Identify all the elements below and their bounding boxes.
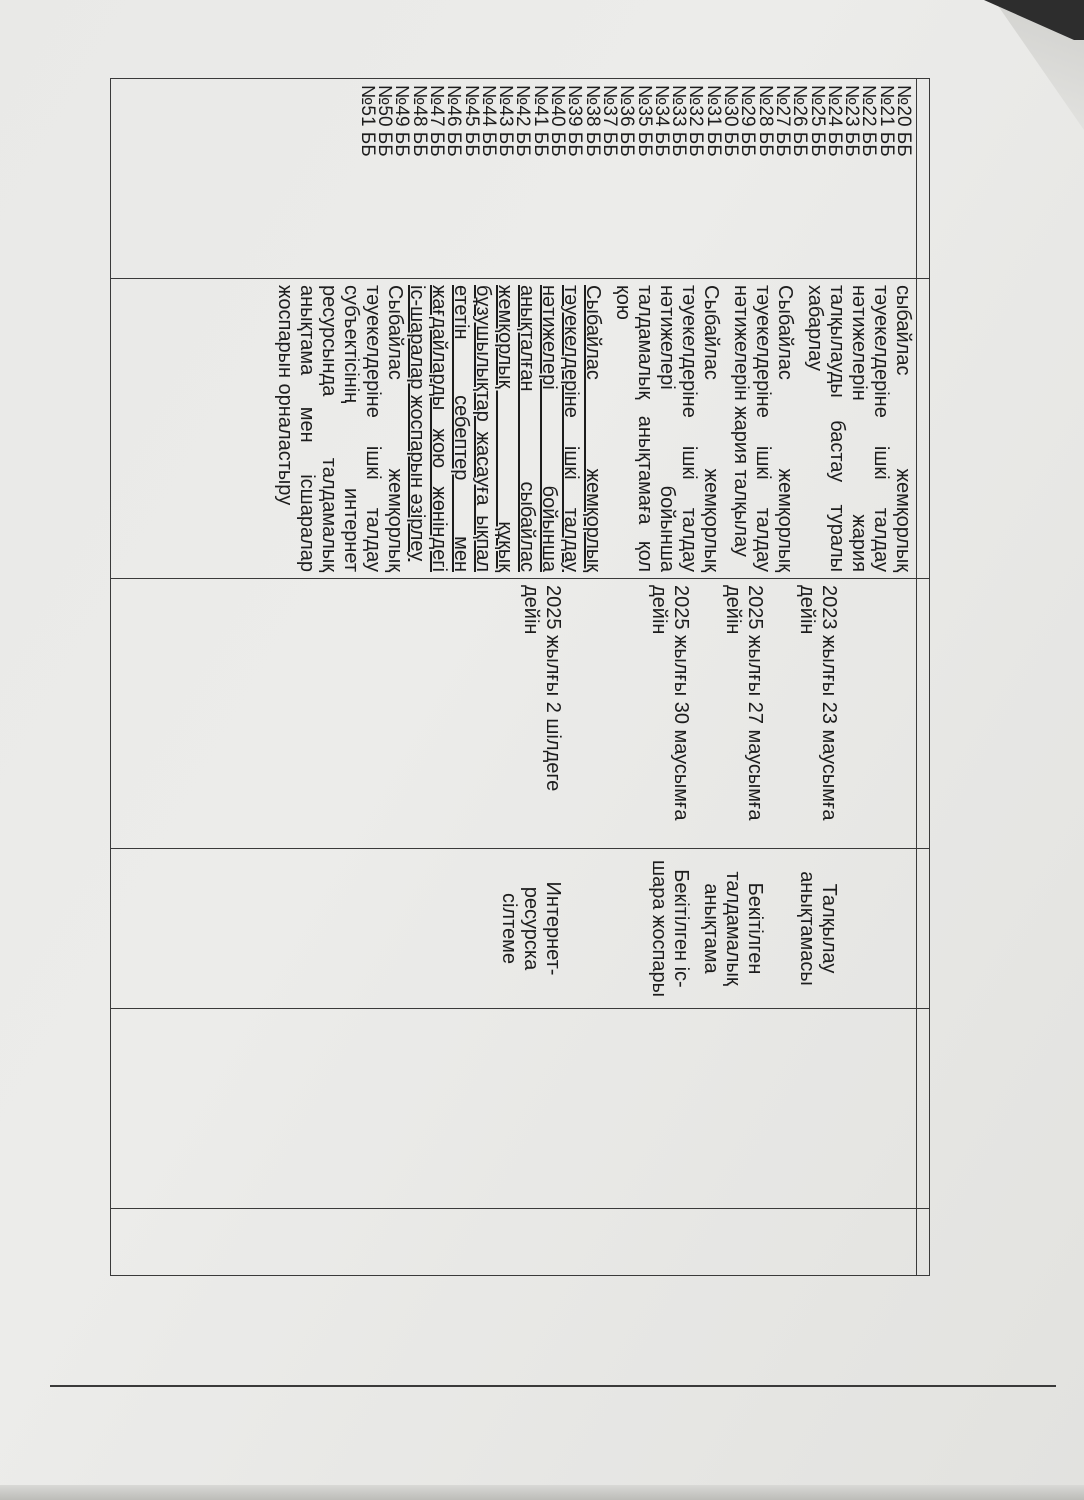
page-bottom-rule bbox=[50, 1385, 1056, 1387]
row-deadline: 2025 жылғы 2 шілдеге дейін bbox=[520, 585, 564, 792]
code-item: №22 ББ bbox=[858, 85, 880, 157]
code-item: №35 ББ bbox=[633, 85, 655, 157]
row-description: Сыбайлас жемқорлық тәуекелдеріне ішкі талдау нәтижелерін жария талқылау bbox=[730, 285, 796, 572]
row-description: сыбайлас жемқорлық тәуекелдеріне ішкі талдау нәтижелерін жария талқылауды бастау туралы хабарлау bbox=[804, 285, 914, 572]
row-description: Сыбайлас жемқорлық тәуекелдеріне ішкі талдау нәтижелері бойынша талдамалық анықтамаға қол қою bbox=[612, 285, 722, 572]
code-item: №26 ББ bbox=[789, 85, 811, 157]
code-item: №41 ББ bbox=[529, 85, 551, 157]
code-item: №47 ББ bbox=[425, 85, 447, 157]
code-item: №20 ББ bbox=[893, 85, 914, 157]
row-result: Талқылау анықтамасы bbox=[796, 871, 840, 986]
code-item: №40 ББ bbox=[547, 85, 569, 157]
code-item: №30 ББ bbox=[720, 85, 742, 157]
code-item: №48 ББ bbox=[408, 85, 430, 157]
deadline-cell bbox=[111, 579, 917, 849]
code-item: №49 ББ bbox=[391, 85, 413, 157]
code-item: №42 ББ bbox=[512, 85, 534, 157]
empty-cell bbox=[111, 1009, 917, 1209]
row-result bbox=[848, 855, 914, 1002]
row-deadline: 2023 жылғы 23 маусымға дейін bbox=[796, 585, 840, 821]
row-result: Интернет-ресурска сілтеме bbox=[498, 881, 564, 976]
row-deadline: 2025 жылғы 27 маусымға дейін bbox=[722, 585, 766, 821]
code-item: №29 ББ bbox=[737, 85, 759, 157]
code-item: №45 ББ bbox=[460, 85, 482, 157]
scanner-bottom-edge bbox=[0, 1485, 1084, 1500]
description-cell bbox=[111, 279, 917, 579]
rotated-table-region bbox=[110, 78, 930, 1275]
code-item: №51 ББ bbox=[356, 85, 378, 157]
code-item: №27 ББ bbox=[771, 85, 793, 157]
code-item: №32 ББ bbox=[685, 85, 707, 157]
code-item: №24 ББ bbox=[823, 85, 845, 157]
code-item: №46 ББ bbox=[443, 85, 465, 157]
code-item: №50 ББ bbox=[374, 85, 396, 157]
code-item: №44 ББ bbox=[477, 85, 499, 157]
row-result: Бекітілген іс-шара жоспары bbox=[648, 860, 692, 997]
table-row bbox=[111, 79, 917, 1276]
code-item: №23 ББ bbox=[841, 85, 863, 157]
code-item: №36 ББ bbox=[616, 85, 638, 157]
code-item: №21 ББ bbox=[875, 85, 897, 157]
code-item: №43 ББ bbox=[495, 85, 517, 157]
code-item: №37 ББ bbox=[598, 85, 620, 157]
row-deadline: 2025 жылғы 30 маусымға дейін bbox=[648, 585, 692, 821]
result-cell bbox=[111, 849, 917, 1009]
code-list-cell bbox=[111, 79, 917, 279]
row-description: Сыбайлас жемқорлық тәуекелдеріне ішкі талдау субъектісінің интернет ресурсында талдамалық анықтама мен ісшаралар жоспарын орналастыру bbox=[274, 285, 406, 572]
empty-cell bbox=[111, 1209, 917, 1276]
code-item: №38 ББ bbox=[581, 85, 603, 157]
row-description: Сыбайлас жемқорлық тәуекелдеріне ішкі талдау нәтижелері бойынша анықталған сыбайлас жемқорлық құқық бұзушылықтар жасауға ықпал ететін себептер мен жағдайларды жою жөніндегі іс-шаралар жоспарын әзірлеу bbox=[406, 285, 604, 572]
row-deadline bbox=[848, 585, 914, 842]
code-item: №39 ББ bbox=[564, 85, 586, 157]
action-plan-table bbox=[110, 78, 930, 1276]
code-item: №34 ББ bbox=[650, 85, 672, 157]
row-result: Бекітілген талдамалық анықтама bbox=[700, 871, 766, 986]
code-item: №33 ББ bbox=[668, 85, 690, 157]
table-top-row bbox=[917, 79, 930, 1276]
code-item: №28 ББ bbox=[754, 85, 776, 157]
code-item: №31 ББ bbox=[702, 85, 724, 157]
code-item: №25 ББ bbox=[806, 85, 828, 157]
